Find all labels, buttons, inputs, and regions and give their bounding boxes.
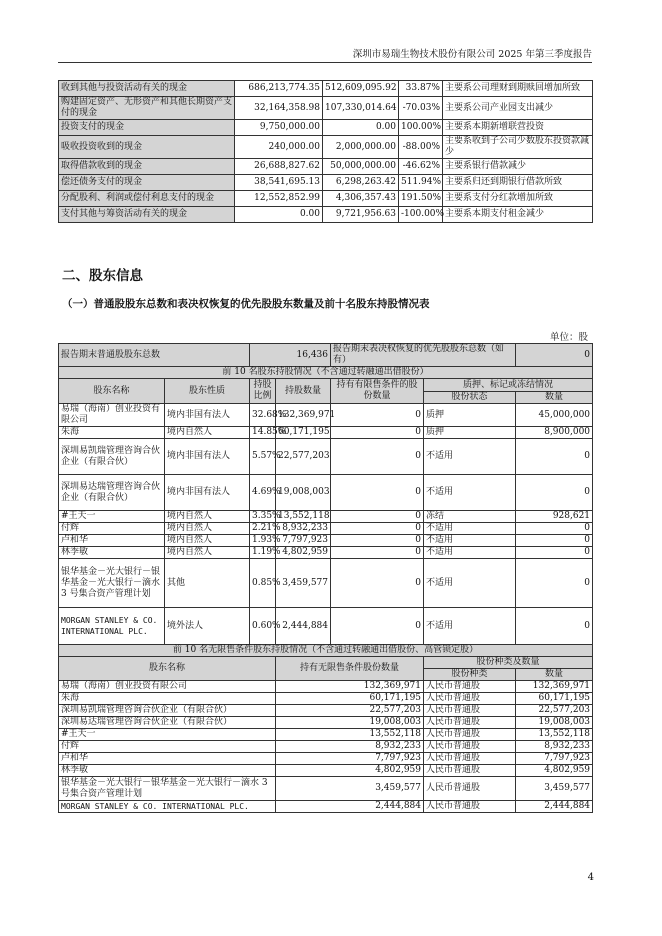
cash-change-reason: 主要系收到子公司少数股东投资款减少 — [443, 136, 593, 159]
cash-change-reason: 主要系公司产业园支出减少 — [443, 97, 593, 120]
total-shareholders-label: 报告期末普通股股东总数 — [59, 344, 250, 367]
shareholding-qty: 4,802,959 — [276, 547, 331, 559]
shareholder-name: 易瑞（海南）创业投资有限公司 — [59, 404, 165, 427]
share-type: 人民币普通股 — [424, 729, 516, 741]
cash-row — [59, 159, 593, 175]
pledge-qty: 0 — [516, 439, 593, 475]
restricted-qty: 0 — [331, 427, 424, 439]
unrestricted-shareholder-name: 深圳易达瑞管理咨询合伙企业（有限合伙） — [59, 717, 276, 729]
unrestricted-qty: 3,459,577 — [276, 777, 424, 801]
pledge-status: 不适用 — [424, 475, 516, 511]
shareholding-qty: 13,552,118 — [276, 511, 331, 523]
unrestricted-row — [59, 717, 593, 729]
shareholding-ratio: 32.68% — [250, 404, 276, 427]
share-type: 人民币普通股 — [424, 801, 516, 813]
unrestricted-qty: 4,802,959 — [276, 765, 424, 777]
pledge-qty: 0 — [516, 523, 593, 535]
shareholder-nature: 境内自然人 — [165, 547, 250, 559]
top10-row — [59, 559, 593, 608]
unrestricted-row — [59, 729, 593, 741]
cash-item-label: 收到其他与投资活动有关的现金 — [59, 81, 235, 97]
cash-change-pct: -70.03% — [399, 97, 443, 120]
cash-item-label: 投资支付的现金 — [59, 120, 235, 136]
cash-prior-value: 107,330,014.64 — [323, 97, 399, 120]
share-count: 2,444,884 — [516, 801, 593, 813]
cash-current-value: 686,213,774.35 — [235, 81, 323, 97]
shareholding-ratio: 1.19% — [250, 547, 276, 559]
shareholding-qty: 2,444,884 — [276, 608, 331, 645]
restricted-qty: 0 — [331, 404, 424, 427]
pledge-status: 不适用 — [424, 559, 516, 608]
shareholding-qty: 60,171,195 — [276, 427, 331, 439]
cash-item-label: 吸收投资收到的现金 — [59, 136, 235, 159]
unrestricted-row — [59, 765, 593, 777]
pledge-qty: 45,000,000 — [516, 404, 593, 427]
pledge-qty: 0 — [516, 535, 593, 547]
shareholder-name: #王天一 — [59, 511, 165, 523]
share-type: 人民币普通股 — [424, 681, 516, 693]
unrestricted-shareholder-name: 卢和华 — [59, 753, 276, 765]
preferred-shareholders-label: 报告期末表决权恢复的优先股股东总数（如有） — [331, 344, 516, 367]
unrestricted-qty: 8,932,233 — [276, 741, 424, 753]
top10-row — [59, 439, 593, 475]
top10-row — [59, 404, 593, 427]
pledge-status: 不适用 — [424, 547, 516, 559]
cash-current-value: 26,688,827.62 — [235, 159, 323, 175]
shareholder-nature: 境外法人 — [165, 608, 250, 645]
unrestricted-shareholder-name: 深圳易凯瑞管理咨询合伙企业（有限合伙） — [59, 705, 276, 717]
col-header-pledge-group: 质押、标记或冻结情况 — [424, 379, 593, 392]
col-header-type-group: 股份种类及数量 — [424, 657, 593, 669]
shareholder-name: 卢和华 — [59, 535, 165, 547]
top10-row — [59, 475, 593, 511]
unrestricted-row — [59, 693, 593, 705]
share-count: 8,932,233 — [516, 741, 593, 753]
cash-item-label: 取得借款收到的现金 — [59, 159, 235, 175]
shareholding-ratio: 0.60% — [250, 608, 276, 645]
shareholder-table — [58, 343, 593, 813]
cash-prior-value: 9,721,956.63 — [323, 207, 399, 223]
share-count: 22,577,203 — [516, 705, 593, 717]
col-header-qty: 持股数量 — [276, 379, 331, 404]
cash-prior-value: 50,000,000.00 — [323, 159, 399, 175]
cash-prior-value: 2,000,000.00 — [323, 136, 399, 159]
restricted-qty: 0 — [331, 475, 424, 511]
section-title: 二、股东信息 — [62, 268, 143, 284]
top10-row — [59, 427, 593, 439]
cash-change-reason: 主要系支付分红款增加所致 — [443, 191, 593, 207]
unrestricted-row — [59, 753, 593, 765]
shareholding-qty: 8,932,233 — [276, 523, 331, 535]
col-header-name: 股东名称 — [59, 379, 165, 404]
cash-row — [59, 175, 593, 191]
share-count: 132,369,971 — [516, 681, 593, 693]
shareholding-qty: 132,369,971 — [276, 404, 331, 427]
shareholding-ratio: 2.21% — [250, 523, 276, 535]
unrestricted-caption: 前 10 名无限售条件股东持股情况（不含通过转融通出借股份、高管锁定股） — [59, 645, 593, 657]
cash-change-pct: 33.87% — [399, 81, 443, 97]
shareholder-nature: 境内自然人 — [165, 427, 250, 439]
restricted-qty: 0 — [331, 523, 424, 535]
cash-prior-value: 4,306,357.43 — [323, 191, 399, 207]
shareholder-name: 付辉 — [59, 523, 165, 535]
shareholding-ratio: 3.35% — [250, 511, 276, 523]
pledge-qty: 0 — [516, 559, 593, 608]
cash-change-reason: 主要系归还到期银行借款所致 — [443, 175, 593, 191]
cash-row — [59, 136, 593, 159]
col-header-unrestricted-qty: 持有无限售条件股份数量 — [276, 657, 424, 681]
pledge-status: 不适用 — [424, 523, 516, 535]
pledge-status: 质押 — [424, 427, 516, 439]
cash-change-pct: -88.00% — [399, 136, 443, 159]
restricted-qty: 0 — [331, 535, 424, 547]
shareholding-ratio: 14.85% — [250, 427, 276, 439]
pledge-status: 不适用 — [424, 608, 516, 645]
cash-item-label: 支付其他与筹资活动有关的现金 — [59, 207, 235, 223]
cash-prior-value: 0.00 — [323, 120, 399, 136]
shareholding-ratio: 5.57% — [250, 439, 276, 475]
unrestricted-row — [59, 741, 593, 753]
share-type: 人民币普通股 — [424, 693, 516, 705]
shareholder-name: 林季敏 — [59, 547, 165, 559]
report-header: 深圳市易瑞生物技术股份有限公司 2025 年第三季度报告 — [352, 49, 592, 60]
share-type: 人民币普通股 — [424, 705, 516, 717]
share-count: 7,797,923 — [516, 753, 593, 765]
cash-item-label: 偿还债务支付的现金 — [59, 175, 235, 191]
col-header-pledge-qty: 数量 — [516, 392, 593, 404]
unrestricted-qty: 60,171,195 — [276, 693, 424, 705]
shareholder-nature: 境内自然人 — [165, 511, 250, 523]
top10-row — [59, 523, 593, 535]
restricted-qty: 0 — [331, 559, 424, 608]
pledge-status: 质押 — [424, 404, 516, 427]
cash-row — [59, 81, 593, 97]
unrestricted-shareholder-name: 林季敏 — [59, 765, 276, 777]
top10-row — [59, 511, 593, 523]
pledge-qty: 928,621 — [516, 511, 593, 523]
share-count: 19,008,003 — [516, 717, 593, 729]
shareholder-name: 深圳易达瑞管理咨询合伙企业（有限合伙） — [59, 475, 165, 511]
cash-row — [59, 97, 593, 120]
cash-current-value: 0.00 — [235, 207, 323, 223]
unrestricted-qty: 7,797,923 — [276, 753, 424, 765]
cash-change-reason: 主要系公司理财到期赎回增加所致 — [443, 81, 593, 97]
unrestricted-shareholder-name: 银华基金－光大银行－银华基金－光大银行－滴水 3 号集合资产管理计划 — [59, 777, 276, 801]
shareholder-name: 深圳易凯瑞管理咨询合伙企业（有限合伙） — [59, 439, 165, 475]
restricted-qty: 0 — [331, 439, 424, 475]
cash-row — [59, 191, 593, 207]
cash-change-reason: 主要系银行借款减少 — [443, 159, 593, 175]
col-header-restricted: 持有有限售条件的股份数量 — [331, 379, 424, 404]
unrestricted-shareholder-name: #王天一 — [59, 729, 276, 741]
page-number: 4 — [587, 872, 594, 883]
pledge-status: 不适用 — [424, 535, 516, 547]
share-type: 人民币普通股 — [424, 765, 516, 777]
shareholder-name: 朱海 — [59, 427, 165, 439]
cash-change-pct: 100.00% — [399, 120, 443, 136]
share-count: 60,171,195 — [516, 693, 593, 705]
top10-row — [59, 535, 593, 547]
unrestricted-row — [59, 705, 593, 717]
share-type: 人民币普通股 — [424, 741, 516, 753]
unit-label: 单位：股 — [549, 332, 588, 343]
share-type: 人民币普通股 — [424, 717, 516, 729]
pledge-qty: 0 — [516, 608, 593, 645]
unrestricted-qty: 2,444,884 — [276, 801, 424, 813]
share-count: 13,552,118 — [516, 729, 593, 741]
header-divider — [58, 62, 592, 63]
cash-prior-value: 6,298,263.42 — [323, 175, 399, 191]
top10-caption: 前 10 名股东持股情况（不含通过转融通出借股份） — [59, 367, 593, 379]
shareholder-nature: 境内非国有法人 — [165, 404, 250, 427]
restricted-qty: 0 — [331, 547, 424, 559]
cash-change-reason: 主要系本期新增联营投资 — [443, 120, 593, 136]
cash-item-label: 购建固定资产、无形资产和其他长期资产支付的现金 — [59, 97, 235, 120]
shareholding-qty: 7,797,923 — [276, 535, 331, 547]
pledge-qty: 8,900,000 — [516, 427, 593, 439]
shareholder-nature: 其他 — [165, 559, 250, 608]
shareholding-qty: 3,459,577 — [276, 559, 331, 608]
shareholding-ratio: 4.69% — [250, 475, 276, 511]
shareholding-ratio: 1.93% — [250, 535, 276, 547]
unrestricted-qty: 22,577,203 — [276, 705, 424, 717]
unrestricted-qty: 13,552,118 — [276, 729, 424, 741]
cash-current-value: 32,164,358.98 — [235, 97, 323, 120]
cash-current-value: 240,000.00 — [235, 136, 323, 159]
cash-change-pct: 511.94% — [399, 175, 443, 191]
shareholder-name: 银华基金－光大银行－银华基金－光大银行－滴水 3 号集合资产管理计划 — [59, 559, 165, 608]
col-header-ratio: 持股比例 — [250, 379, 276, 404]
pledge-qty: 0 — [516, 475, 593, 511]
pledge-status: 冻结 — [424, 511, 516, 523]
cash-item-label: 分配股利、利润或偿付利息支付的现金 — [59, 191, 235, 207]
col-header-pledge-status: 股份状态 — [424, 392, 516, 404]
unrestricted-qty: 19,008,003 — [276, 717, 424, 729]
subsection-title: （一）普通股股东总数和表决权恢复的优先股股东数量及前十名股东持股情况表 — [62, 298, 430, 310]
cash-change-reason: 主要系本期支付租金减少 — [443, 207, 593, 223]
shareholding-qty: 22,577,203 — [276, 439, 331, 475]
unrestricted-shareholder-name: 朱海 — [59, 693, 276, 705]
preferred-shareholders-value: 0 — [516, 344, 593, 367]
shareholder-nature: 境内自然人 — [165, 523, 250, 535]
unrestricted-shareholder-name: MORGAN STANLEY & CO. INTERNATIONAL PLC. — [59, 801, 276, 813]
unrestricted-shareholder-name: 易瑞（海南）创业投资有限公司 — [59, 681, 276, 693]
pledge-status: 不适用 — [424, 439, 516, 475]
top10-row — [59, 608, 593, 645]
cash-flow-change-table — [58, 80, 593, 223]
total-shareholders-value: 16,436 — [250, 344, 331, 367]
share-count: 4,802,959 — [516, 765, 593, 777]
shareholder-nature: 境内非国有法人 — [165, 475, 250, 511]
unrestricted-row — [59, 801, 593, 813]
unrestricted-row — [59, 777, 593, 801]
cash-prior-value: 512,609,095.92 — [323, 81, 399, 97]
cash-row — [59, 120, 593, 136]
cash-change-pct: 191.50% — [399, 191, 443, 207]
top10-row — [59, 547, 593, 559]
cash-row — [59, 207, 593, 223]
col-header-unrestricted-name: 股东名称 — [59, 657, 276, 681]
shareholder-nature: 境内非国有法人 — [165, 439, 250, 475]
col-header-share-type: 股份种类 — [424, 669, 516, 681]
cash-change-pct: -46.62% — [399, 159, 443, 175]
shareholding-ratio: 0.85% — [250, 559, 276, 608]
share-count: 3,459,577 — [516, 777, 593, 801]
cash-change-pct: -100.00% — [399, 207, 443, 223]
share-type: 人民币普通股 — [424, 753, 516, 765]
col-header-share-count: 数量 — [516, 669, 593, 681]
restricted-qty: 0 — [331, 608, 424, 645]
unrestricted-row — [59, 681, 593, 693]
col-header-nature: 股东性质 — [165, 379, 250, 404]
share-type: 人民币普通股 — [424, 777, 516, 801]
pledge-qty: 0 — [516, 547, 593, 559]
cash-current-value: 12,552,852.99 — [235, 191, 323, 207]
restricted-qty: 0 — [331, 511, 424, 523]
shareholder-nature: 境内自然人 — [165, 535, 250, 547]
cash-current-value: 38,541,695.13 — [235, 175, 323, 191]
shareholder-name: MORGAN STANLEY & CO. INTERNATIONAL PLC. — [59, 608, 165, 645]
unrestricted-qty: 132,369,971 — [276, 681, 424, 693]
shareholding-qty: 19,008,003 — [276, 475, 331, 511]
unrestricted-shareholder-name: 付辉 — [59, 741, 276, 753]
cash-current-value: 9,750,000.00 — [235, 120, 323, 136]
